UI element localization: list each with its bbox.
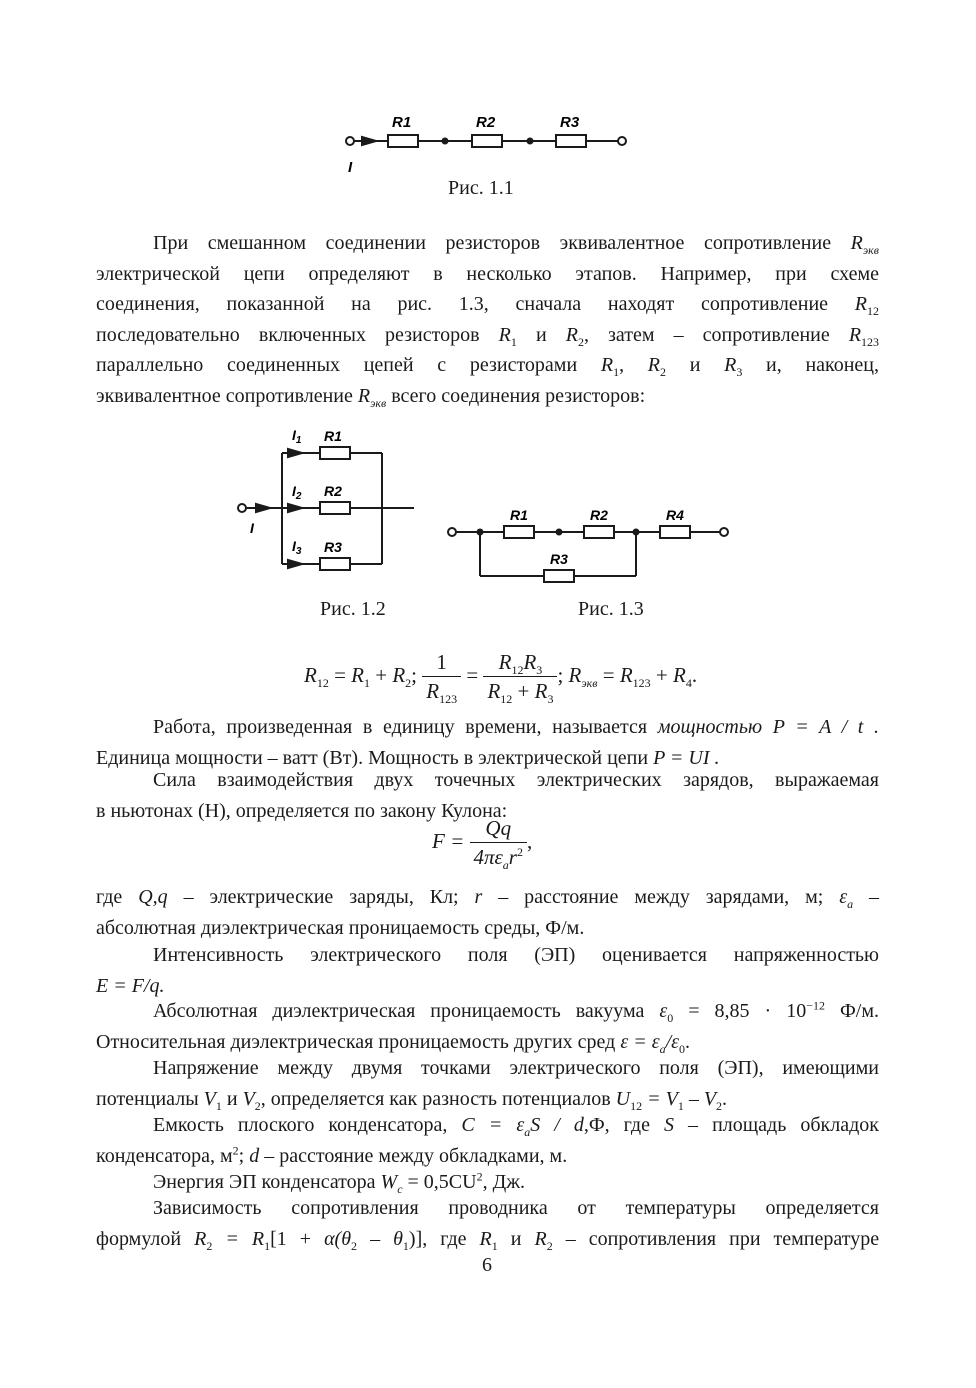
label-i2: $I_2$ [292, 483, 302, 502]
text-line: Интенсивность электрического поля (ЭП) оценивается напряженностью [153, 944, 879, 966]
paragraph-temperature [96, 1193, 879, 1254]
label-r3: R3 [324, 539, 342, 555]
figure-1-2-caption: Рис. 1.2 [320, 598, 386, 620]
resistor-r3 [544, 570, 574, 582]
label-current: I [348, 159, 353, 176]
resistor-r1 [320, 447, 350, 459]
figure-1-3-caption: Рис. 1.3 [578, 598, 644, 620]
current-arrow [288, 560, 302, 568]
paragraph-power [96, 712, 879, 773]
label-r1: R1 [510, 507, 528, 523]
junction-dot [443, 139, 448, 144]
text-line: в ньютонах (Н), определяется по закону Кулона: [96, 799, 508, 822]
current-arrow [256, 504, 270, 512]
text-line: последовательно включенных резисторов $R_1$ и $R_2$, затем – сопротивление $R_{123}$ [96, 323, 880, 349]
text-line: Относительная диэлектрическая проницаемость других сред $\varepsilon = \varepsilon_a/\varepsilon_0$. [96, 1030, 691, 1056]
paragraph-permittivity [96, 996, 879, 1057]
label-r3: R3 [550, 551, 568, 567]
text-line: эквивалентное сопротивление $R_{экв}$ всего соединения резисторов: [96, 384, 646, 410]
current-arrow [288, 449, 302, 457]
text-line: E = F/q. [96, 974, 165, 997]
text-line: При смешанном соединении резисторов эквивалентное сопротивление $R_{экв}$ [153, 232, 879, 257]
resistor-r3 [556, 135, 586, 147]
text-line: Работа, произведенная в единицу времени, называется мощностью P = A / t . [153, 716, 880, 738]
junction-dot [557, 530, 562, 535]
fraction-coulomb: $\frac{Qq}{4\pi\varepsilon_ar^2}$ [470, 816, 527, 870]
text-line: соединения, показанной на рис. 1.3, сначала находят сопротивление $R_{12}$ [96, 293, 879, 318]
text-line: Зависимость сопротивления проводника от температуры определяется [153, 1197, 879, 1219]
resistor-r3 [320, 558, 350, 570]
paragraph-mixed-connection [96, 228, 879, 411]
terminal-left [238, 504, 246, 512]
paragraph-voltage [96, 1053, 879, 1114]
junction-dot [528, 139, 533, 144]
text-line: Единица мощности – ватт (Вт). Мощность в электрической цепи P = UI . [96, 746, 720, 769]
text-line: где Q,q – электрические заряды, Кл; r – расстояние между зарядами, м; $\varepsilon_a$ – [96, 886, 880, 911]
text-line: Емкость плоского конденсатора, $C = \varepsilon_aS / d,Ф$, где S – площадь обкладок [153, 1114, 880, 1139]
label-current: I [250, 520, 254, 536]
current-arrow [362, 137, 376, 145]
label-r1: R1 [392, 114, 412, 131]
label-i3: $I_3$ [292, 538, 302, 557]
text-line: потенциалы $V_1$ и $V_2$, определяется как разность потенциалов $U_{12} = V_1 - V_2$. [96, 1087, 728, 1113]
text-line: формулой $R_2 = R_1[1 + \alpha(\theta_2 - \theta_1)]$, где $R_1$ и $R_2$ – сопротивления при температуре [96, 1227, 880, 1253]
fraction-one-over-r123: $\frac{1}{R_{123}}$ [422, 650, 461, 704]
figure-1-1-circuit [336, 108, 636, 178]
resistor-r1 [388, 135, 418, 147]
resistor-r2 [472, 135, 502, 147]
label-r1: R1 [324, 428, 342, 444]
text-line: Сила взаимодействия двух точечных электрических зарядов, выражаемая [153, 769, 879, 791]
label-r2: R2 [476, 114, 496, 131]
label-r4: R4 [666, 507, 684, 523]
resistor-r2 [320, 502, 350, 514]
figure-1-2-circuit [232, 418, 422, 578]
page-number: 6 [482, 1254, 492, 1276]
text-line: параллельно соединенных цепей с резисторами $R_1$, $R_2$ и $R_3$ и, наконец, [96, 354, 880, 379]
text-line: Напряжение между двумя точками электрического поля (ЭП), имеющими [153, 1057, 879, 1079]
label-r2: R2 [324, 483, 342, 499]
terminal-right [720, 528, 728, 536]
paragraph-field-intensity [96, 940, 879, 1001]
resistor-r2 [584, 526, 614, 538]
figure-1-1-caption: Рис. 1.1 [448, 177, 514, 199]
label-i1: $I_1$ [292, 427, 302, 446]
text-line: Энергия ЭП конденсатора $W_c = 0,5CU^2$, Дж. [153, 1169, 526, 1196]
label-r3: R3 [560, 114, 580, 131]
figure-1-3-circuit [440, 498, 740, 588]
paragraph-capacitance [96, 1110, 879, 1171]
text-line: Абсолютная диэлектрическая проницаемость вакуума $\varepsilon_0 = 8,85 \cdot 10^{-12}$ Ф/м. [153, 998, 879, 1025]
fraction-r12r3: $\frac{R_{12}R_3}{R_{12} + R_3}$ [483, 650, 557, 704]
formula-resistance: $R_{12} = R_1 + R_2$; $\frac{1}{R_{123}}$ = $\frac{R_{12}R_3}{R_{12} + R_3}$ ; $R_{экв} = R_{123} + R_4$. [304, 650, 698, 707]
paragraph-where [96, 882, 879, 943]
label-r2: R2 [590, 507, 608, 523]
text-line: абсолютная диэлектрическая проницаемость среды, Ф/м. [96, 916, 585, 939]
terminal-left [346, 137, 354, 145]
text-line: электрической цепи определяют в несколько этапов. Например, при схеме [96, 262, 879, 285]
text-line: конденсатора, $м^2$; d – расстояние между обкладками, м. [96, 1142, 568, 1167]
resistor-r1 [504, 526, 534, 538]
terminal-right [618, 137, 626, 145]
terminal-left [448, 528, 456, 536]
formula-coulomb: F = $\frac{Qq}{4\pi\varepsilon_ar^2}$ , [432, 816, 533, 873]
resistor-r4 [660, 526, 690, 538]
current-arrow [288, 504, 302, 512]
